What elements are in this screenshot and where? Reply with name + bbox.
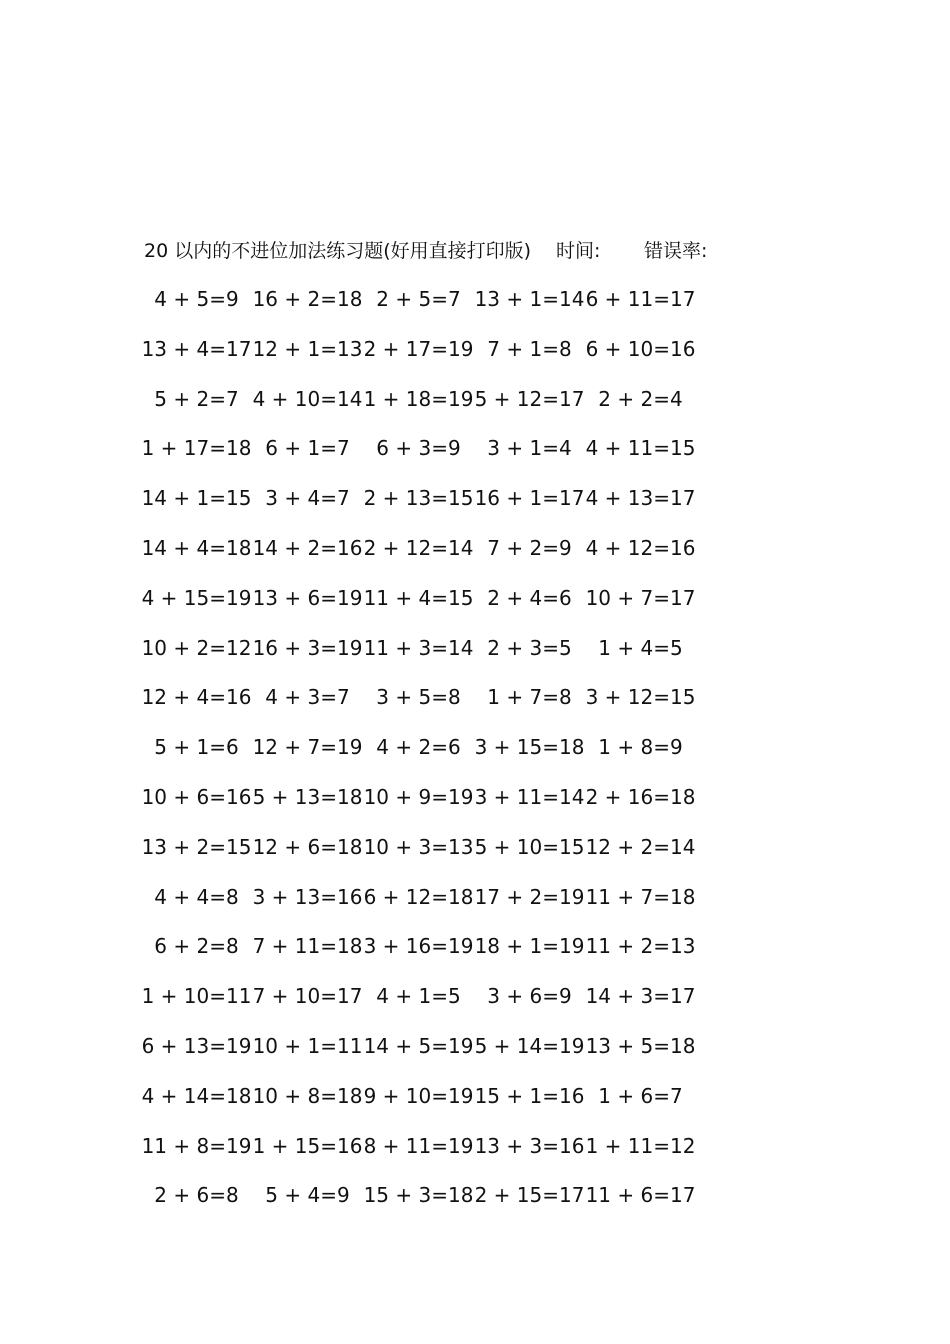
addition-problem: 5 + 1=6 bbox=[154, 735, 239, 760]
addition-problem: 4 + 14=18 bbox=[141, 1083, 252, 1108]
worksheet-title: 20 以内的不进位加法练习题(好用直接打印版) bbox=[144, 240, 532, 262]
addition-problem: 3 + 16=19 bbox=[363, 934, 474, 959]
addition-problem: 12 + 4=16 bbox=[141, 685, 252, 710]
addition-problem: 1 + 15=16 bbox=[252, 1133, 363, 1158]
addition-problem: 7 + 10=17 bbox=[252, 984, 363, 1009]
addition-problem: 18 + 1=19 bbox=[474, 934, 585, 959]
addition-problem: 16 + 3=19 bbox=[252, 635, 363, 660]
addition-problem: 3 + 15=18 bbox=[474, 735, 585, 760]
problem-row bbox=[0, 433, 950, 483]
addition-problem: 2 + 6=8 bbox=[154, 1183, 239, 1208]
addition-problem: 13 + 6=19 bbox=[252, 585, 363, 610]
addition-problem: 15 + 3=18 bbox=[363, 1183, 474, 1208]
addition-problem: 6 + 3=9 bbox=[376, 436, 461, 461]
problem-row bbox=[0, 583, 950, 633]
addition-problem: 8 + 11=19 bbox=[363, 1133, 474, 1158]
addition-problem: 17 + 2=19 bbox=[474, 884, 585, 909]
addition-problem: 2 + 15=17 bbox=[474, 1183, 585, 1208]
problem-row bbox=[0, 832, 950, 882]
addition-problem: 4 + 2=6 bbox=[376, 735, 461, 760]
addition-problem: 10 + 8=18 bbox=[252, 1083, 363, 1108]
addition-problem: 3 + 4=7 bbox=[265, 486, 350, 511]
addition-problem: 2 + 3=5 bbox=[487, 635, 572, 660]
addition-problem: 11 + 7=18 bbox=[585, 884, 696, 909]
addition-problem: 2 + 2=4 bbox=[598, 386, 683, 411]
addition-problem: 6 + 13=19 bbox=[141, 1033, 252, 1058]
addition-problem: 14 + 5=19 bbox=[363, 1033, 474, 1058]
addition-problem: 11 + 4=15 bbox=[363, 585, 474, 610]
problem-row bbox=[0, 682, 950, 732]
problem-row bbox=[0, 1131, 950, 1181]
problem-row bbox=[0, 384, 950, 434]
addition-problem: 12 + 2=14 bbox=[585, 834, 696, 859]
addition-problem: 12 + 7=19 bbox=[252, 735, 363, 760]
addition-problem: 9 + 10=19 bbox=[363, 1083, 474, 1108]
addition-problem: 10 + 6=16 bbox=[141, 784, 252, 809]
problem-row bbox=[0, 732, 950, 782]
problem-row bbox=[0, 882, 950, 932]
addition-problem: 3 + 1=4 bbox=[487, 436, 572, 461]
addition-problem: 5 + 13=18 bbox=[252, 784, 363, 809]
addition-problem: 4 + 10=14 bbox=[252, 386, 363, 411]
addition-problem: 4 + 5=9 bbox=[154, 287, 239, 311]
addition-problem: 5 + 2=7 bbox=[154, 386, 239, 411]
problem-row bbox=[0, 483, 950, 533]
addition-problem: 4 + 1=5 bbox=[376, 984, 461, 1009]
addition-problem: 10 + 9=19 bbox=[363, 784, 474, 809]
addition-problem: 16 + 2=18 bbox=[252, 287, 363, 311]
problem-row bbox=[0, 633, 950, 683]
addition-problem: 14 + 2=16 bbox=[252, 535, 363, 560]
addition-problem: 1 + 4=5 bbox=[598, 635, 683, 660]
addition-problem: 10 + 2=12 bbox=[141, 635, 252, 660]
addition-problem: 15 + 1=16 bbox=[474, 1083, 585, 1108]
addition-problem: 1 + 7=8 bbox=[487, 685, 572, 710]
addition-problem: 2 + 16=18 bbox=[585, 784, 696, 809]
addition-problem: 4 + 12=16 bbox=[585, 535, 696, 560]
addition-problem: 12 + 6=18 bbox=[252, 834, 363, 859]
problem-grid bbox=[0, 284, 950, 1230]
problem-row bbox=[0, 1180, 950, 1230]
addition-problem: 6 + 11=17 bbox=[585, 287, 696, 311]
addition-problem: 11 + 6=17 bbox=[585, 1183, 696, 1208]
addition-problem: 6 + 1=7 bbox=[265, 436, 350, 461]
addition-problem: 7 + 2=9 bbox=[487, 535, 572, 560]
problem-row bbox=[0, 284, 950, 334]
addition-problem: 4 + 11=15 bbox=[585, 436, 696, 461]
addition-problem: 6 + 12=18 bbox=[363, 884, 474, 909]
addition-problem: 11 + 8=19 bbox=[141, 1133, 252, 1158]
addition-problem: 13 + 3=16 bbox=[474, 1133, 585, 1158]
addition-problem: 13 + 4=17 bbox=[141, 336, 252, 361]
addition-problem: 3 + 6=9 bbox=[487, 984, 572, 1009]
addition-problem: 11 + 3=14 bbox=[363, 635, 474, 660]
addition-problem: 5 + 10=15 bbox=[474, 834, 585, 859]
addition-problem: 3 + 12=15 bbox=[585, 685, 696, 710]
problem-row bbox=[0, 334, 950, 384]
addition-problem: 13 + 5=18 bbox=[585, 1033, 696, 1058]
addition-problem: 4 + 4=8 bbox=[154, 884, 239, 909]
addition-problem: 1 + 8=9 bbox=[598, 735, 683, 760]
problem-row bbox=[0, 1031, 950, 1081]
addition-problem: 5 + 4=9 bbox=[265, 1183, 350, 1208]
addition-problem: 6 + 2=8 bbox=[154, 934, 239, 959]
addition-problem: 7 + 11=18 bbox=[252, 934, 363, 959]
addition-problem: 2 + 5=7 bbox=[376, 287, 461, 311]
addition-problem: 14 + 1=15 bbox=[141, 486, 252, 511]
problem-row bbox=[0, 1081, 950, 1131]
addition-problem: 4 + 13=17 bbox=[585, 486, 696, 511]
addition-problem: 2 + 13=15 bbox=[363, 486, 474, 511]
addition-problem: 13 + 2=15 bbox=[141, 834, 252, 859]
addition-problem: 14 + 4=18 bbox=[141, 535, 252, 560]
worksheet-header bbox=[144, 236, 864, 266]
problem-row bbox=[0, 981, 950, 1031]
addition-problem: 10 + 7=17 bbox=[585, 585, 696, 610]
addition-problem: 1 + 18=19 bbox=[363, 386, 474, 411]
addition-problem: 1 + 6=7 bbox=[598, 1083, 683, 1108]
addition-problem: 2 + 4=6 bbox=[487, 585, 572, 610]
addition-problem: 5 + 14=19 bbox=[474, 1033, 585, 1058]
addition-problem: 4 + 3=7 bbox=[265, 685, 350, 710]
addition-problem: 3 + 5=8 bbox=[376, 685, 461, 710]
addition-problem: 14 + 3=17 bbox=[585, 984, 696, 1009]
problem-row bbox=[0, 533, 950, 583]
addition-problem: 2 + 17=19 bbox=[363, 336, 474, 361]
addition-problem: 13 + 1=14 bbox=[474, 287, 585, 311]
addition-problem: 3 + 11=14 bbox=[474, 784, 585, 809]
addition-problem: 2 + 12=14 bbox=[363, 535, 474, 560]
problem-row bbox=[0, 782, 950, 832]
addition-problem: 11 + 2=13 bbox=[585, 934, 696, 959]
addition-problem: 10 + 1=11 bbox=[252, 1033, 363, 1058]
addition-problem: 5 + 12=17 bbox=[474, 386, 585, 411]
addition-problem: 6 + 10=16 bbox=[585, 336, 696, 361]
addition-problem: 1 + 10=11 bbox=[141, 984, 252, 1009]
addition-problem: 1 + 17=18 bbox=[141, 436, 252, 461]
addition-problem: 7 + 1=8 bbox=[487, 336, 572, 361]
time-label: 时间: bbox=[556, 240, 601, 262]
error-rate-label: 错误率: bbox=[644, 240, 708, 262]
addition-problem: 12 + 1=13 bbox=[252, 336, 363, 361]
addition-problem: 1 + 11=12 bbox=[585, 1133, 696, 1158]
addition-problem: 4 + 15=19 bbox=[141, 585, 252, 610]
addition-problem: 16 + 1=17 bbox=[474, 486, 585, 511]
addition-problem: 10 + 3=13 bbox=[363, 834, 474, 859]
addition-problem: 3 + 13=16 bbox=[252, 884, 363, 909]
problem-row bbox=[0, 931, 950, 981]
